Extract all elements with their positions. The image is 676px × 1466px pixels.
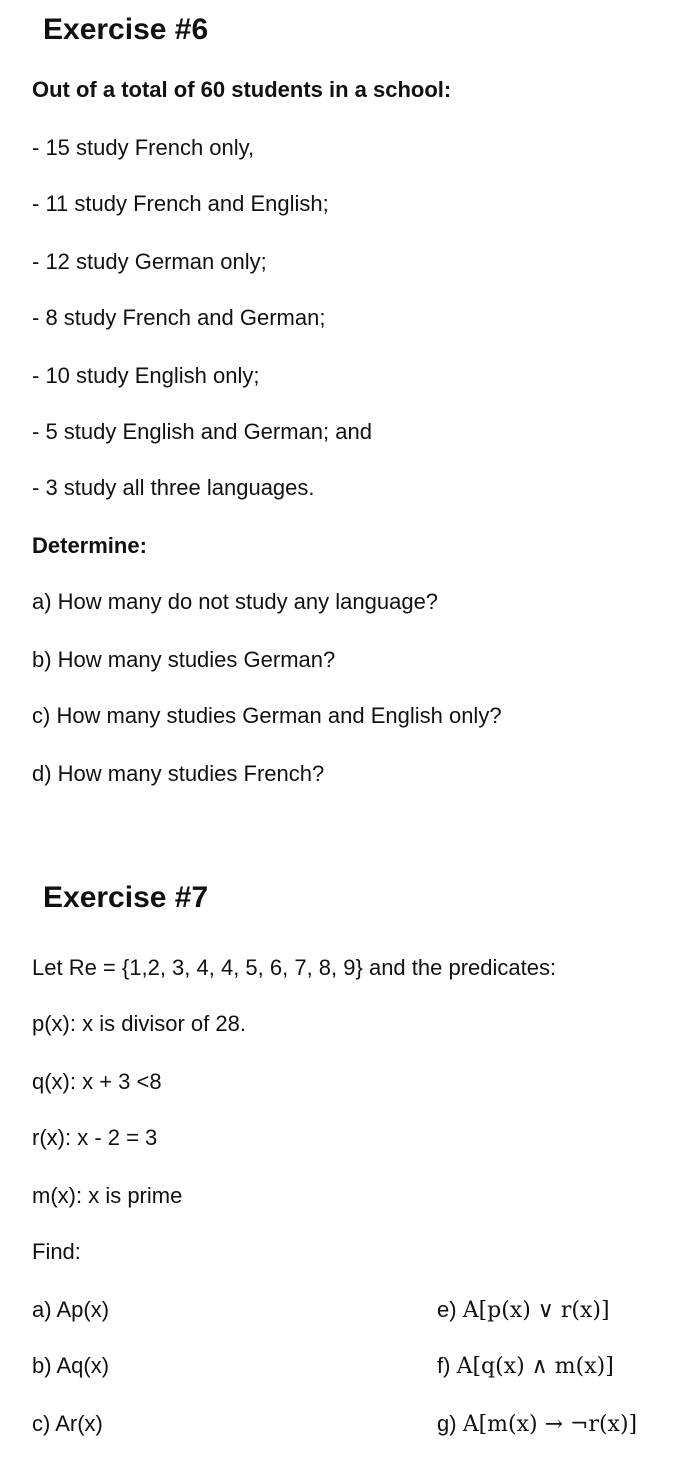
predicate-item: r(x): x - 2 = 3 — [32, 1125, 158, 1150]
fact-item: - 5 study English and German; and — [32, 419, 372, 444]
find-item-a: a) Ap(x) — [32, 1297, 110, 1322]
question-item: c) How many studies German and English only? — [32, 703, 502, 728]
fact-item: - 10 study English only; — [32, 363, 260, 388]
determine-label: Determine: — [32, 533, 147, 558]
exercise-7-intro: Let Re = {1,2, 3, 4, 4, 5, 6, 7, 8, 9} and the predicates: — [32, 955, 557, 980]
find-item-g-prefix: g) — [437, 1411, 463, 1436]
fact-item: - 11 study French and English; — [32, 191, 329, 216]
question-item: d) How many studies French? — [32, 761, 325, 786]
find-item-e — [437, 1296, 610, 1325]
find-item-b: b) Aq(x) — [32, 1353, 110, 1378]
exercise-7-title: Exercise #7 — [43, 881, 209, 914]
fact-item: - 3 study all three languages. — [32, 475, 315, 500]
find-item-f-prefix: f) — [437, 1353, 457, 1378]
find-item-g-formula: A[m(x) → ¬r(x)] — [462, 1412, 638, 1437]
find-item-f — [437, 1352, 614, 1381]
exercise-6-intro: Out of a total of 60 students in a school: — [32, 77, 452, 102]
question-item: b) How many studies German? — [32, 647, 336, 672]
find-item-f-formula: A[q(x) ∧ m(x)] — [456, 1354, 614, 1379]
question-item: a) How many do not study any language? — [32, 589, 439, 614]
fact-item: - 15 study French only, — [32, 135, 255, 160]
find-item-c: c) Ar(x) — [32, 1411, 103, 1436]
fact-item: - 12 study German only; — [32, 249, 267, 274]
predicate-item: p(x): x is divisor of 28. — [32, 1011, 246, 1036]
fact-item: - 8 study French and German; — [32, 305, 326, 330]
find-item-g — [437, 1410, 637, 1439]
find-item-e-formula: A[p(x) ∨ r(x)] — [462, 1298, 610, 1323]
find-item-e-prefix: e) — [437, 1297, 463, 1322]
exercise-6-title: Exercise #6 — [43, 13, 209, 46]
predicate-item: q(x): x + 3 <8 — [32, 1069, 162, 1094]
find-label: Find: — [32, 1239, 81, 1264]
predicate-item: m(x): x is prime — [32, 1183, 183, 1208]
